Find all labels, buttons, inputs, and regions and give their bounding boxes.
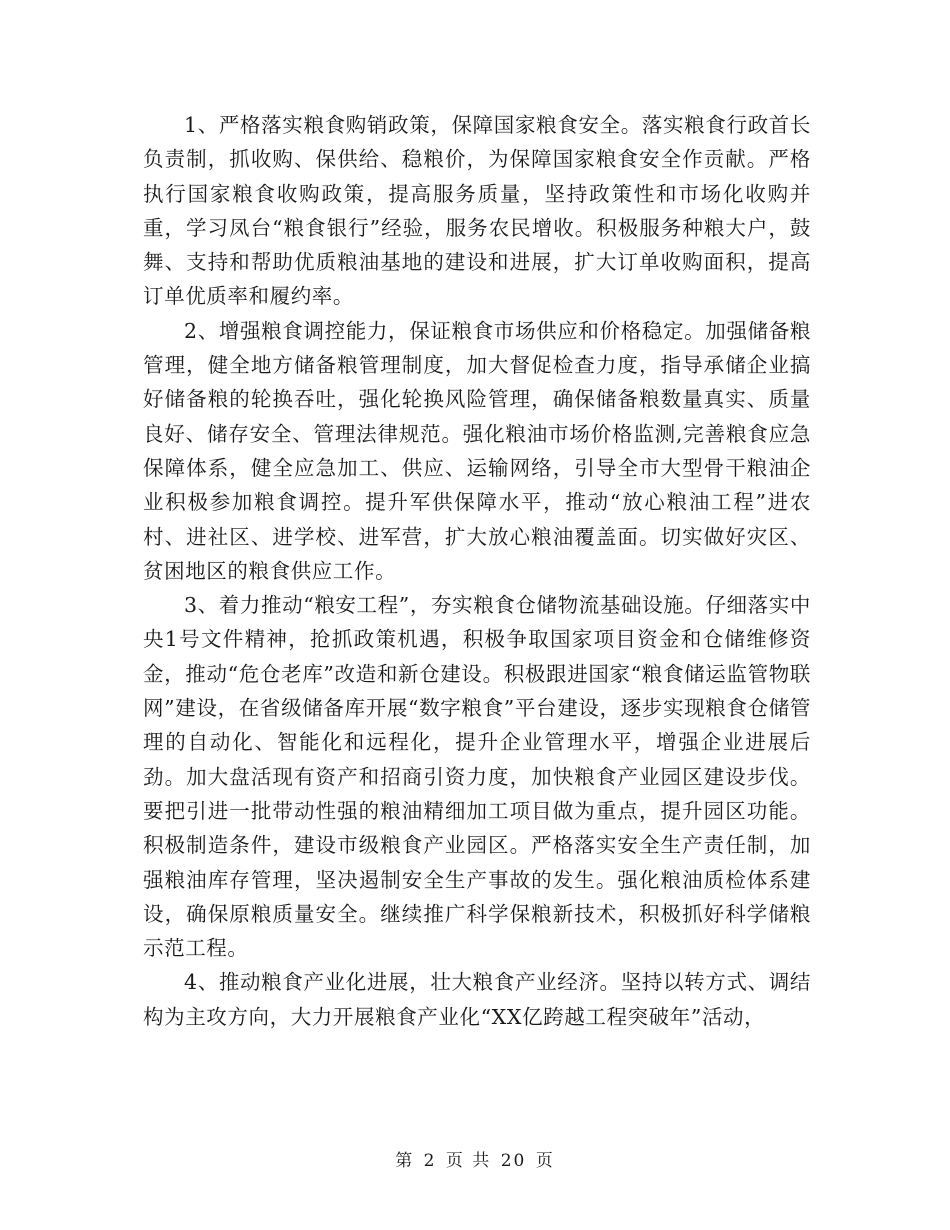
- footer-middle: 页 共: [445, 1151, 492, 1171]
- paragraph-3: 3、着力推动“粮安工程”，夯实粮食仓储物流基础设施。仔细落实中央1号文件精神，抢抓政策机遇，积极争取国家项目资金和仓储维修资金，推动“危仓老库”改造和新仓建设。积极跟进国家“粮食储运监管物联网”建设，在省级储备库开展“数字粮食”平台建设，逐步实现粮食仓储管理的自动化、智能化和远程化，提升企业管理水平，增强企业进展后劲。加大盘活现有资产和招商引资力度，加快粮食产业园区建设步伐。要把引进一批带动性强的粮油精细加工项目做为重点，提升园区功能。积极制造条件，建设市级粮食产业园区。严格落实安全生产责任制，加强粮油库存管理，坚决遏制安全生产事故的发生。强化粮油质检体系建设，确保原粮质量安全。继续推广科学保粮新技术，积极抓好科学储粮示范工程。: [143, 593, 811, 961]
- footer-suffix: 页: [535, 1151, 555, 1171]
- page-footer: [0, 1146, 950, 1171]
- footer-current-page: 2: [423, 1151, 437, 1171]
- footer-total-pages: 20: [500, 1151, 527, 1171]
- footer-prefix: 第: [395, 1151, 415, 1171]
- paragraph-1: 1、严格落实粮食购销政策，保障国家粮食安全。落实粮食行政首长负责制，抓收购、保供给、稳粮价，为保障国家粮食安全作贡献。严格执行国家粮食收购政策，提高服务质量，坚持政策性和市场化收购并重，学习凤台“粮食银行”经验，服务农民增收。积极服务种粮大户，鼓舞、支持和帮助优质粮油基地的建设和进展，扩大订单收购面积，提高订单优质率和履约率。: [143, 113, 811, 309]
- paragraph-4: 4、推动粮食产业化进展，壮大粮食产业经济。坚持以转方式、调结构为主攻方向，大力开展粮食产业化“XX亿跨越工程突破年”活动，: [143, 970, 811, 1029]
- paragraph-2: 2、增强粮食调控能力，保证粮食市场供应和价格稳定。加强储备粮管理，健全地方储备粮管理制度，加大督促检查力度，指导承储企业搞好储备粮的轮换吞吐，强化轮换风险管理，确保储备粮数量真实、质量良好、储存安全、管理法律规范。强化粮油市场价格监测,完善粮食应急保障体系，健全应急加工、供应、运输网络，引导全市大型骨干粮油企业积极参加粮食调控。提升军供保障水平，推动“放心粮油工程”进农村、进社区、进学校、进军营，扩大放心粮油覆盖面。切实做好灾区、贫困地区的粮食供应工作。: [143, 318, 811, 583]
- document-body: [143, 108, 811, 1034]
